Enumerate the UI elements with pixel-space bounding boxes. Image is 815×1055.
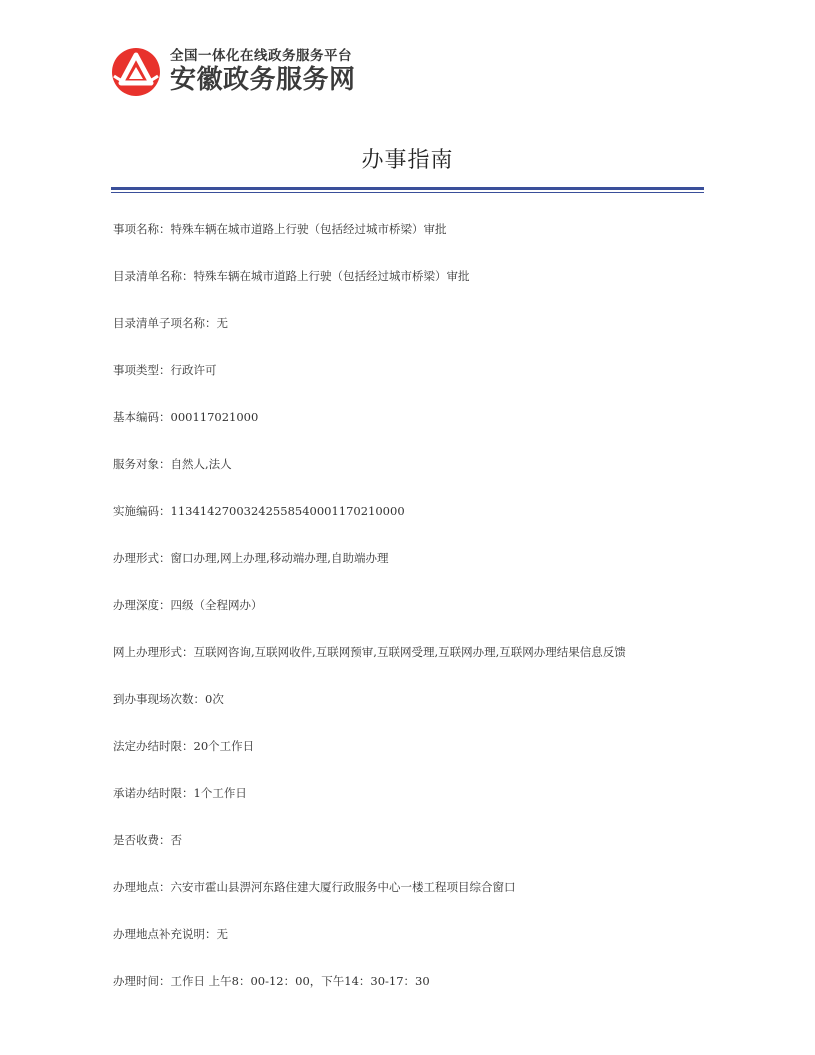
site-header (110, 44, 356, 100)
field-label: 目录清单名称： (113, 269, 194, 283)
guide-field-row (113, 222, 713, 269)
guide-field-row (113, 457, 713, 504)
guide-field-row (113, 551, 713, 598)
guide-field-row (113, 269, 713, 316)
field-value: 0次 (205, 692, 224, 706)
field-label: 到办事现场次数： (113, 692, 205, 706)
guide-field-row (113, 974, 713, 1021)
guide-field-row (113, 739, 713, 786)
guide-field-row (113, 927, 713, 974)
platform-name: 全国一体化在线政务服务平台 (170, 48, 352, 64)
guide-field-row (113, 316, 713, 363)
field-value: 自然人,法人 (170, 457, 232, 471)
title-divider-thin (111, 192, 704, 193)
field-value: 互联网咨询,互联网收件,互联网预审,互联网受理,互联网办理,互联网办理结果信息反馈 (193, 645, 626, 659)
guide-field-row (113, 786, 713, 833)
anhui-gov-logo-icon (110, 46, 162, 98)
field-label: 办理地点补充说明： (113, 927, 217, 941)
field-label: 是否收费： (113, 833, 171, 847)
guide-field-row (113, 410, 713, 457)
field-value: 工作日 上午8：00-12：00，下午14：30-17：30 (170, 974, 430, 988)
guide-field-row (113, 504, 713, 551)
field-label: 基本编码： (113, 410, 171, 424)
field-value: 四级（全程网办） (170, 598, 263, 612)
guide-field-row (113, 692, 713, 739)
field-value: 特殊车辆在城市道路上行驶（包括经过城市桥梁）审批 (170, 222, 447, 236)
field-label: 办理形式： (113, 551, 171, 565)
field-label: 目录清单子项名称： (113, 316, 217, 330)
guide-field-row (113, 363, 713, 410)
field-value: 行政许可 (170, 363, 217, 377)
field-value: 无 (216, 927, 228, 941)
field-value: 20个工作日 (193, 739, 255, 753)
field-label: 办理时间： (113, 974, 171, 988)
field-label: 事项名称： (113, 222, 171, 236)
guide-fields-list (113, 222, 713, 1021)
field-value: 否 (170, 833, 182, 847)
document-title: 办事指南 (361, 148, 454, 173)
logo-text (170, 48, 356, 96)
field-label: 服务对象： (113, 457, 171, 471)
field-value: 1个工作日 (193, 786, 247, 800)
field-label: 承诺办结时限： (113, 786, 194, 800)
field-value: 特殊车辆在城市道路上行驶（包括经过城市桥梁）审批 (193, 269, 470, 283)
title-divider-thick (111, 187, 704, 190)
field-value: 窗口办理,网上办理,移动端办理,自助端办理 (170, 551, 389, 565)
guide-field-row (113, 645, 713, 692)
guide-field-row (113, 598, 713, 645)
field-value: 000117021000 (170, 410, 259, 424)
field-label: 办理深度： (113, 598, 171, 612)
guide-field-row (113, 833, 713, 880)
field-value: 11341427003242558540001170210000 (170, 504, 405, 518)
guide-field-row (113, 880, 713, 927)
field-label: 办理地点： (113, 880, 171, 894)
field-label: 网上办理形式： (113, 645, 194, 659)
field-value: 无 (216, 316, 228, 330)
site-name: 安徽政务服务网 (170, 65, 356, 95)
field-label: 事项类型： (113, 363, 171, 377)
field-value: 六安市霍山县淠河东路住建大厦行政服务中心一楼工程项目综合窗口 (170, 880, 516, 894)
field-label: 实施编码： (113, 504, 171, 518)
field-label: 法定办结时限： (113, 739, 194, 753)
